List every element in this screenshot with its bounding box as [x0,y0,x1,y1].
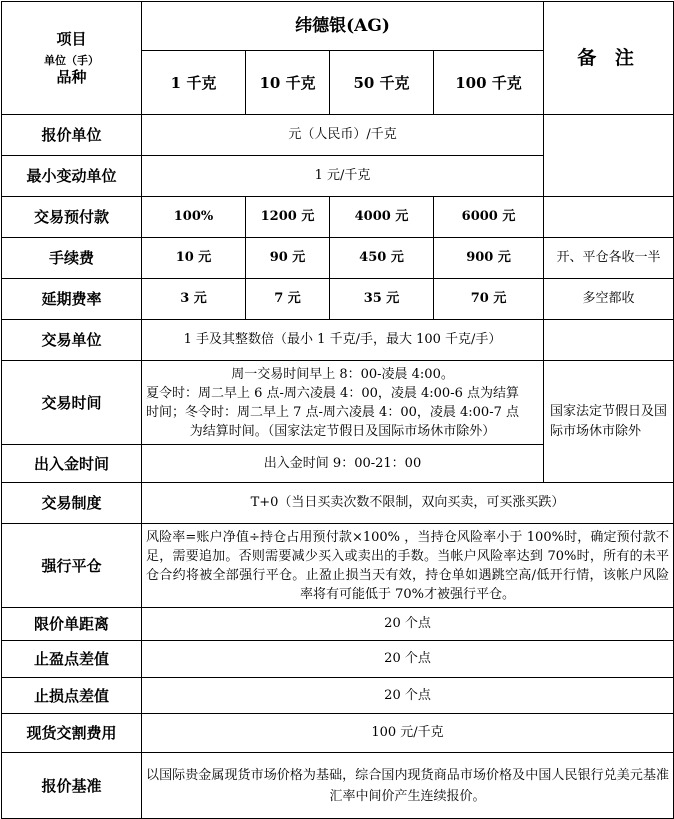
deferral-note: 多空都收 [544,279,674,320]
spec-50kg: 50 千克 [330,51,434,115]
row-forced-close [2,524,674,608]
remark-header: 备 注 [544,2,674,115]
trade-time-line-1: 周一交易时间早上 8：00-凌晨 4:00。 [231,366,454,382]
unit-label: 单位（手） [44,54,99,67]
delivery-fee-label: 现货交割费用 [2,714,142,753]
row-fee [2,238,674,279]
trade-time-line-2: 夏令时：周二早上 6 点-周六凌晨 4：00，凌晨 4:00-6 点为结算 [146,385,519,401]
row-quote-unit [2,115,674,156]
row-delivery-fee [2,714,674,753]
spec-10kg: 10 千克 [246,51,330,115]
trade-time-value [142,361,544,445]
row-trade-unit [2,320,674,361]
fee-label: 手续费 [2,238,142,279]
quote-unit-label: 报价单位 [2,115,142,156]
header-item-cell [2,2,142,115]
silver-spec-table [1,1,674,819]
prepay-10kg: 1200 元 [246,197,330,238]
delivery-fee-value: 100 元/千克 [142,714,674,753]
trade-unit-value: 1 手及其整数倍（最小 1 千克/手，最大 100 千克/手） [142,320,544,361]
tp-diff-label: 止盈点差值 [2,641,142,678]
prepay-label: 交易预付款 [2,197,142,238]
deferral-1kg: 3 元 [142,279,246,320]
fee-10kg: 90 元 [246,238,330,279]
trade-time-label: 交易时间 [2,361,142,445]
spec-1kg: 1 千克 [142,51,246,115]
remark-empty-1 [544,115,674,197]
item-label: 项目 [56,30,87,48]
quote-basis-label: 报价基准 [2,753,142,819]
deferral-10kg: 7 元 [246,279,330,320]
trade-time-note: 国家法定节假日及国际市场休市除外 [544,361,674,483]
remark-empty-3 [544,320,674,361]
forced-close-value: 风险率=账户净值÷持仓占用预付款×100% ，当持仓风险率小于 100%时，确定预付款不足，需要追加。否则需要减少买入或卖出的手数。当帐户风险率达到 70%时，所有的未平仓合约将被全部强行平仓。止盈止损当天有效，持仓单如遇跳空高/低开行情，该帐户风险率将有可能低于 70%才被强行平仓。 [142,524,674,608]
row-trade-time [2,361,674,445]
quote-unit-value: 元（人民币）/千克 [142,115,544,156]
prepay-100kg: 6000 元 [434,197,544,238]
forced-close-label: 强行平仓 [2,524,142,608]
row-tp-diff [2,641,674,678]
tp-diff-value: 20 个点 [142,641,674,678]
row-deferral [2,279,674,320]
prepay-50kg: 4000 元 [330,197,434,238]
sl-diff-label: 止损点差值 [2,678,142,714]
row-quote-basis [2,753,674,819]
limit-dist-label: 限价单距离 [2,608,142,641]
row-prepay [2,197,674,238]
min-tick-value: 1 元/千克 [142,156,544,197]
row-system [2,483,674,524]
fee-note: 开、平仓各收一半 [544,238,674,279]
limit-dist-value: 20 个点 [142,608,674,641]
row-sl-diff [2,678,674,714]
trade-unit-label: 交易单位 [2,320,142,361]
fund-time-value: 出入金时间 9：00-21：00 [142,445,544,483]
fee-100kg: 900 元 [434,238,544,279]
deferral-label: 延期费率 [2,279,142,320]
spec-100kg: 100 千克 [434,51,544,115]
remark-empty-2 [544,197,674,238]
min-tick-label: 最小变动单位 [2,156,142,197]
system-value: T+0（当日买卖次数不限制，双向买卖，可买涨买跌） [142,483,674,524]
sl-diff-value: 20 个点 [142,678,674,714]
prepay-1kg: 100% [142,197,246,238]
row-limit-dist [2,608,674,641]
trade-time-line-4: 为结算时间。（国家法定节假日及国际市场休市除外） [189,423,496,439]
trade-time-line-3: 时间；冬令时：周二早上 7 点-周六凌晨 4：00，凌晨 4:00-7 点 [146,404,519,420]
deferral-50kg: 35 元 [330,279,434,320]
fund-time-label: 出入金时间 [2,445,142,483]
fee-1kg: 10 元 [142,238,246,279]
system-label: 交易制度 [2,483,142,524]
quote-basis-value: 以国际贵金属现货市场价格为基础，综合国内现货商品市场价格及中国人民银行兑美元基准汇率中间价产生连续报价。 [142,753,674,819]
variety-label: 品种 [56,68,87,86]
deferral-100kg: 70 元 [434,279,544,320]
product-title: 纬德银(AG) [142,2,544,51]
fee-50kg: 450 元 [330,238,434,279]
header-row-1 [2,2,674,51]
